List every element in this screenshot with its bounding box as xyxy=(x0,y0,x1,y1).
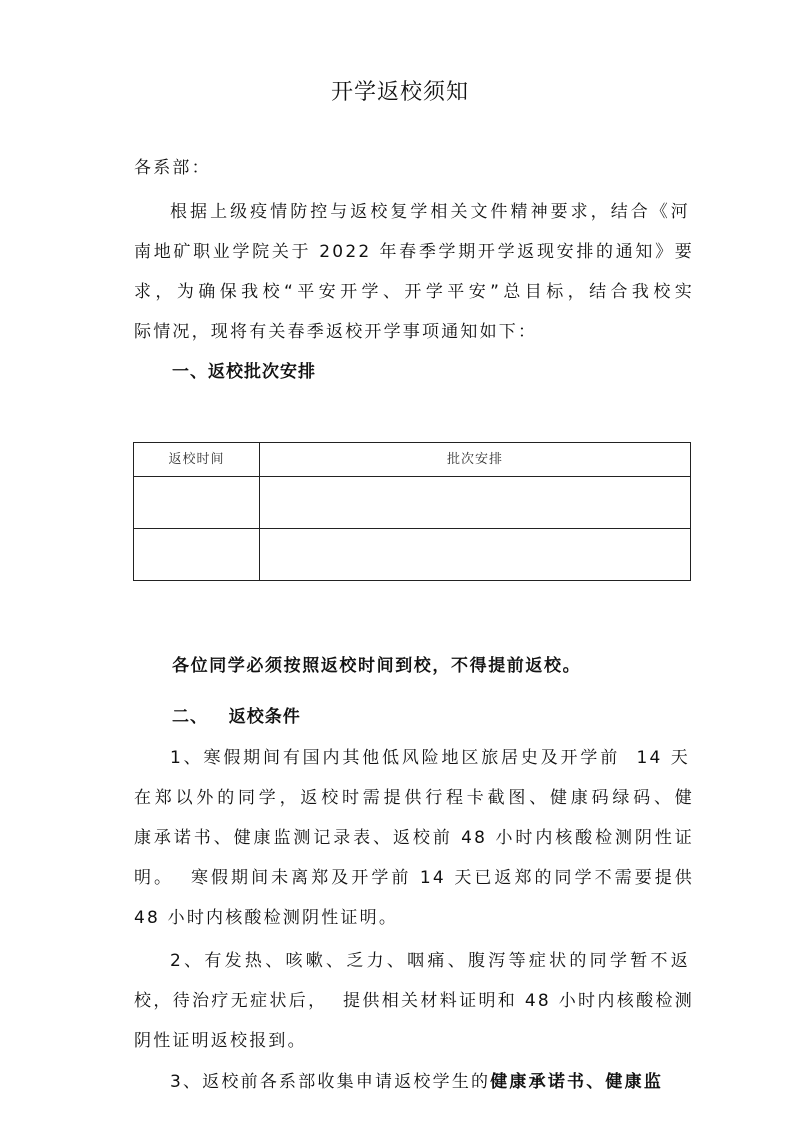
item3-prefix: 3、返校前各系部收集申请返校学生的 xyxy=(170,1072,491,1092)
item1-line-2: 在郑以外的同学，返校时需提供行程卡截图、健康码绿码、健 xyxy=(134,788,694,808)
notice-bold: 各位同学必须按照返校时间到校，不得提前返校。 xyxy=(172,656,582,676)
table-row xyxy=(134,477,691,529)
salutation: 各系部： xyxy=(134,158,211,178)
intro-line-4: 际情况，现将有关春季返校开学事项通知如下： xyxy=(134,322,538,342)
item1-line-1: 1、寒假期间有国内其他低风险地区旅居史及开学前 14 天 xyxy=(170,748,690,768)
table-header-row xyxy=(134,443,691,477)
batch-schedule-table xyxy=(133,442,691,581)
intro-line-2: 南地矿职业学院关于 2022 年春季学期开学返现安排的通知》要 xyxy=(134,242,694,262)
intro-line-1: 根据上级疫情防控与返校复学相关文件精神要求，结合《河 xyxy=(170,202,690,222)
table-header-return-time: 返校时间 xyxy=(134,443,260,477)
item2-line-2: 校，待治疗无症状后， 提供相关材料证明和 48 小时内核酸检测 xyxy=(134,991,694,1011)
item3-bold: 健康承诺书、健康监 xyxy=(490,1072,664,1092)
table-cell xyxy=(260,529,691,581)
item1-line-5: 48 小时内核酸检测阴性证明。 xyxy=(134,908,399,928)
document-title: 开学返校须知 xyxy=(330,80,469,105)
table-cell xyxy=(134,529,260,581)
item2-line-3: 阴性证明返校报到。 xyxy=(134,1031,307,1051)
item1-line-4: 明。 寒假期间未离郑及开学前 14 天已返郑的同学不需要提供 xyxy=(134,868,694,888)
intro-line-3: 求，为确保我校“平安开学、开学平安”总目标，结合我校实 xyxy=(134,282,694,302)
table-cell xyxy=(260,477,691,529)
table-header-batch: 批次安排 xyxy=(260,443,691,477)
section1-heading: 一、返校批次安排 xyxy=(172,362,316,382)
item3-line-1 xyxy=(170,1070,690,1094)
section2-heading: 二、 返校条件 xyxy=(172,707,301,727)
item2-line-1: 2、有发热、咳嗽、乏力、咽痛、腹泻等症状的同学暂不返 xyxy=(170,951,690,971)
table-row xyxy=(134,529,691,581)
item1-line-3: 康承诺书、健康监测记录表、返校前 48 小时内核酸检测阴性证 xyxy=(134,828,694,848)
table-cell xyxy=(134,477,260,529)
